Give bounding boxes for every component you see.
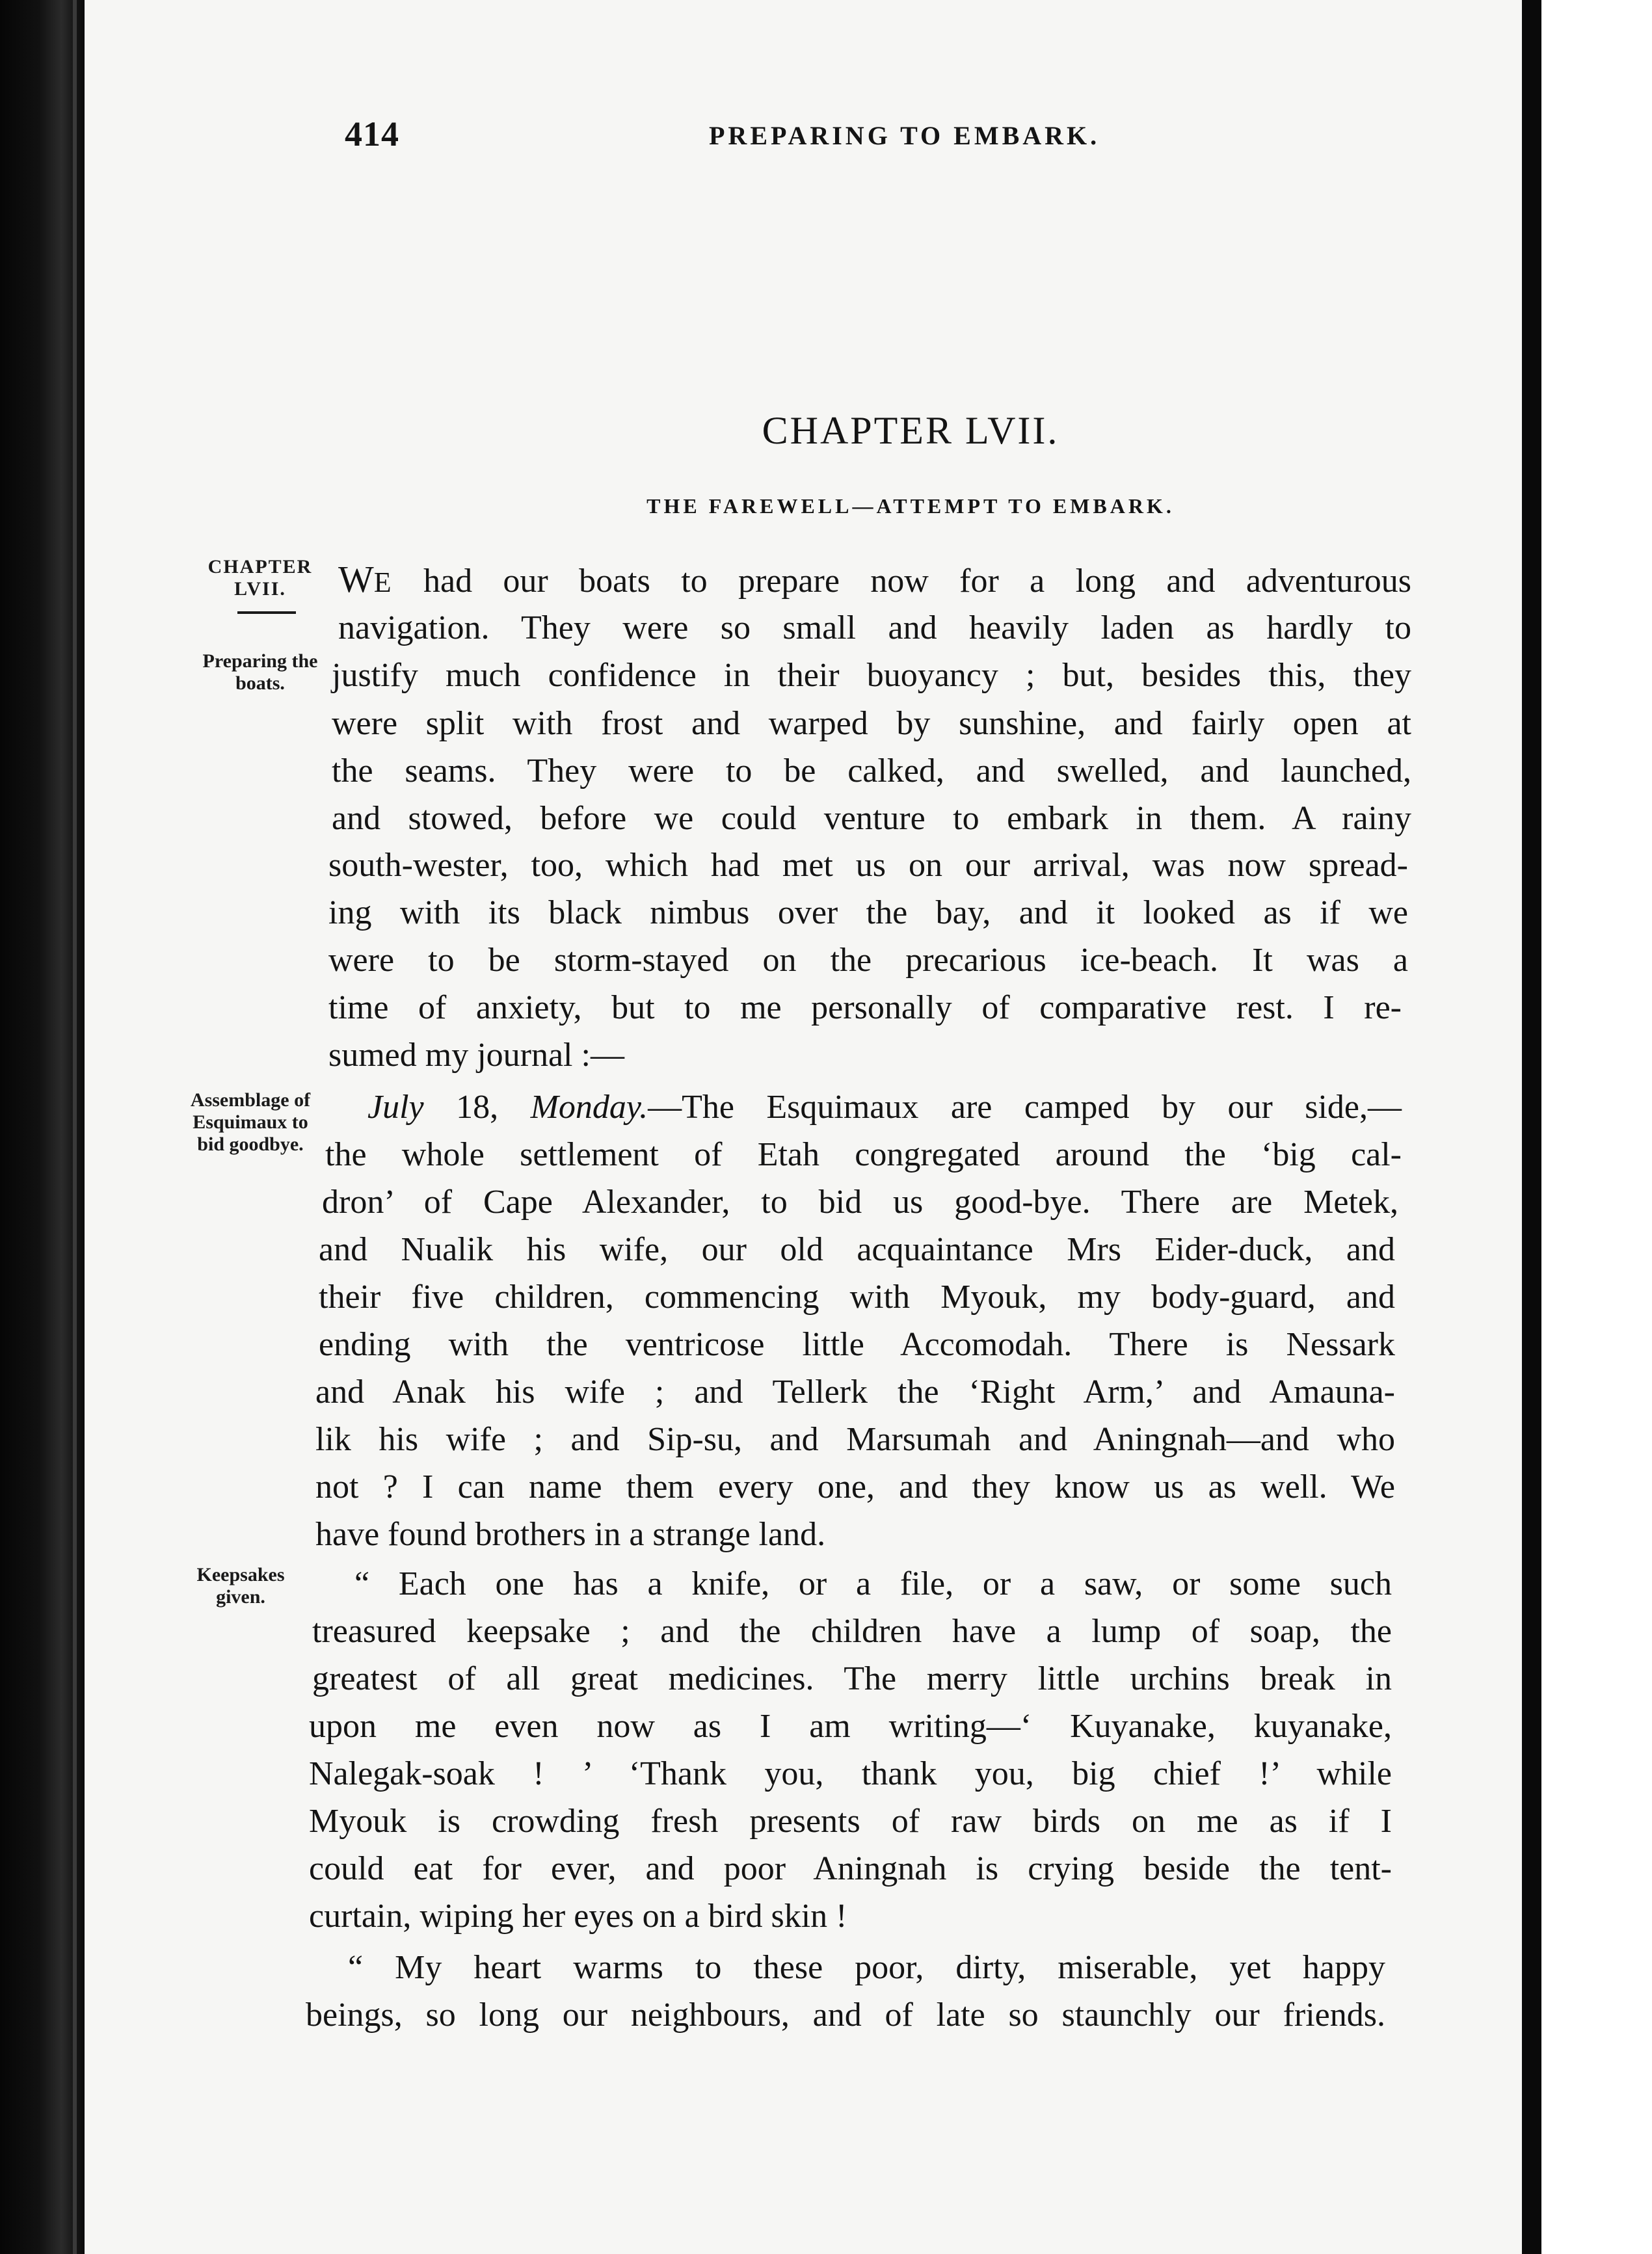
page-right-edge <box>1522 0 1541 2254</box>
spine-line <box>73 0 77 2254</box>
paragraph-line: and Anak his wife ; and Tellerk the ‘Right Arm,’ and Amauna- <box>315 1373 1395 1411</box>
paragraph-line: ing with its black nimbus over the bay, and it looked as if we <box>328 894 1408 931</box>
sidenote-divider <box>237 611 296 614</box>
paragraph-line: sumed my journal :— <box>328 1037 624 1074</box>
paragraph-line: treasured keepsake ; and the children have a lump of soap, the <box>312 1613 1392 1650</box>
lead-capital: W <box>338 558 374 600</box>
paragraph-line: and stowed, before we could venture to embark in them. A rainy <box>332 800 1411 837</box>
line-text: had our boats to prepare now for a long and adventurous <box>392 563 1411 600</box>
sidenote-preparing: Preparing the boats. <box>202 650 318 694</box>
paragraph-line: could eat for ever, and poor Aningnah is crying beside the tent- <box>309 1850 1392 1887</box>
paragraph-line: the whole settlement of Etah congregated around the ‘big cal- <box>325 1136 1402 1173</box>
paragraph-line: ending with the ventricose little Accomodah. There is Nessark <box>319 1326 1395 1363</box>
paragraph-line: south-wester, too, which had met us on our arrival, was now spread- <box>328 847 1408 884</box>
paragraph-line: greatest of all great medicines. The merry little urchins break in <box>312 1660 1392 1697</box>
paragraph-line: “ My heart warms to these poor, dirty, miserable, yet happy <box>348 1949 1385 1986</box>
sidenote-assemblage: Assemblage of Esquimaux to bid goodbye. <box>190 1089 311 1155</box>
paragraph-line: curtain, wiping her eyes on a bird skin ! <box>309 1898 847 1935</box>
chapter-title: CHAPTER LVII. <box>762 409 1059 452</box>
paragraph-line: their five children, commencing with Myouk, my body-guard, and <box>319 1279 1395 1316</box>
paragraph-line: “ Each one has a knife, or a file, or a saw, or some such <box>354 1565 1392 1602</box>
running-title: PREPARING TO EMBARK. <box>709 121 1100 150</box>
paragraph-line: justify much confidence in their buoyancy ; but, besides this, they <box>332 657 1411 694</box>
paragraph-line: and Nualik his wife, our old acquaintance Mrs Eider-duck, and <box>319 1231 1395 1268</box>
paragraph-line: lik his wife ; and Sip-su, and Marsumah and Aningnah—and who <box>315 1421 1395 1458</box>
paragraph-line <box>328 1087 1402 1128</box>
date-month: July <box>367 1089 424 1126</box>
paragraph-line: were to be storm-stayed on the precarious ice-beach. It was a <box>328 942 1408 979</box>
date-weekday: Monday. <box>530 1089 648 1126</box>
paragraph-line: navigation. They were so small and heavily laden as hardly to <box>338 609 1411 646</box>
paragraph-line: beings, so long our neighbours, and of late so staunchly our friends. <box>306 1996 1385 2034</box>
sidenote-keepsakes: Keepsakes given. <box>196 1564 285 1608</box>
book-spine-edge <box>0 0 85 2254</box>
paragraph-line: have found brothers in a strange land. <box>315 1516 826 1553</box>
lead-small-caps: E <box>373 566 393 598</box>
paragraph-line: were split with frost and warped by sunshine, and fairly open at <box>332 705 1411 742</box>
paragraph-line: the seams. They were to be calked, and swelled, and launched, <box>332 752 1411 789</box>
date-day: 18, <box>423 1089 531 1126</box>
scan-margin-right <box>1541 0 1652 2254</box>
sidenote-chapter: CHAPTER LVII. <box>207 556 313 600</box>
page-number: 414 <box>345 114 399 153</box>
running-head <box>345 114 1255 166</box>
paragraph-line: not ? I can name them every one, and they know us as well. We <box>315 1468 1395 1505</box>
paragraph-line: Myouk is crowding fresh presents of raw birds on me as if I <box>309 1803 1392 1840</box>
paragraph-line: upon me even now as I am writing—‘ Kuyanake, kuyanake, <box>309 1708 1392 1745</box>
paragraph-line <box>338 559 1411 603</box>
chapter-subtitle: THE FAREWELL—ATTEMPT TO EMBARK. <box>646 494 1175 518</box>
paragraph-line: time of anxiety, but to me personally of comparative rest. I re- <box>328 989 1402 1026</box>
paragraph-line: dron’ of Cape Alexander, to bid us good-bye. There are Metek, <box>322 1184 1398 1221</box>
line-text: —The Esquimaux are camped by our side,— <box>648 1089 1402 1126</box>
paragraph-line: Nalegak-soak ! ’ ‘Thank you, thank you, big chief !’ while <box>309 1755 1392 1792</box>
